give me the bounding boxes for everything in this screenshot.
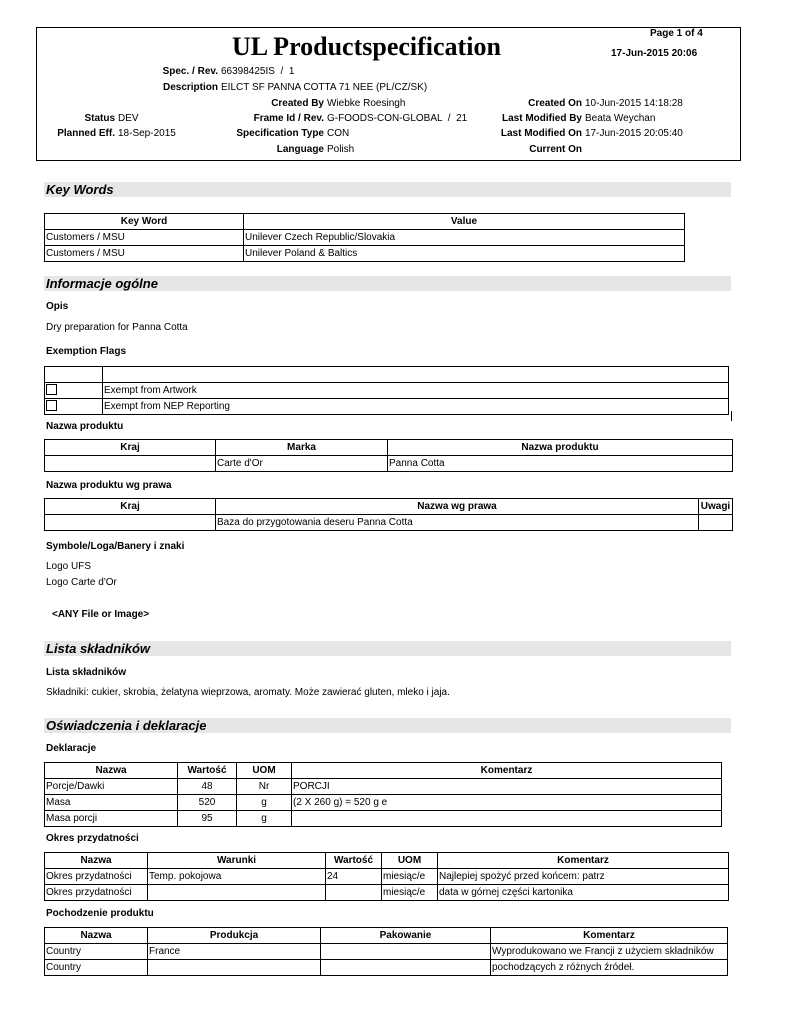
column-header: Kraj	[45, 440, 216, 456]
table-cell	[321, 944, 491, 960]
description-value: EILCT SF PANNA COTTA 71 NEE (PL/CZ/SK)	[221, 82, 428, 93]
table-row	[45, 230, 685, 246]
legal-name-table	[44, 498, 733, 531]
ingredients-label: Lista składników	[46, 667, 127, 678]
frame-value: G-FOODS-CON-GLOBAL / 21	[327, 113, 468, 124]
status-label: Status	[84, 113, 115, 124]
table-cell: Country	[45, 944, 148, 960]
column-header: Komentarz	[438, 853, 729, 869]
spec-label: Spec. / Rev.	[162, 66, 218, 77]
table-cell: 520	[178, 795, 237, 811]
table-cell	[292, 811, 722, 827]
any-file-link[interactable]: <ANY File or Image>	[52, 609, 150, 620]
table-header-row	[45, 440, 733, 456]
nazwa-produktu-label: Nazwa produktu	[46, 421, 124, 432]
okres-label: Okres przydatności	[46, 833, 139, 844]
table-header-row	[45, 499, 733, 515]
shelf-life-table	[44, 852, 729, 901]
section-declarations: Oświadczenia i deklaracje	[44, 718, 731, 733]
table-cell	[45, 515, 216, 531]
opis-label: Opis	[46, 301, 69, 312]
column-header: Komentarz	[491, 928, 728, 944]
table-cell: Customers / MSU	[45, 246, 244, 262]
status-value: DEV	[118, 113, 139, 124]
product-name-table	[44, 439, 733, 472]
table-cell: miesiąc/e	[382, 885, 438, 901]
declarations-table	[44, 762, 722, 827]
column-header: Pakowanie	[321, 928, 491, 944]
pochodzenie-label: Pochodzenie produktu	[46, 908, 154, 919]
exemption-flags-label: Exemption Flags	[46, 346, 127, 357]
exempt-nep-checkbox[interactable]	[46, 400, 57, 411]
table-cell: Panna Cotta	[388, 456, 733, 472]
table-cell: g	[237, 795, 292, 811]
table-row	[45, 383, 729, 399]
last-modified-on-label: Last Modified On	[500, 128, 582, 139]
table-row	[45, 779, 722, 795]
column-header: Value	[244, 214, 685, 230]
table-row	[45, 399, 729, 415]
table-row	[45, 944, 728, 960]
column-header: Key Word	[45, 214, 244, 230]
column-header: Nazwa	[45, 928, 148, 944]
column-header: Nazwa produktu	[388, 440, 733, 456]
table-cell: PORCJI	[292, 779, 722, 795]
table-cell: 24	[326, 869, 382, 885]
print-date: 17-Jun-2015 20:06	[611, 48, 698, 59]
table-row	[45, 960, 728, 976]
table-cell: Masa	[45, 795, 178, 811]
column-header: Warunki	[148, 853, 326, 869]
origin-table	[44, 927, 728, 976]
table-cell	[148, 960, 321, 976]
symbole-label: Symbole/Loga/Banery i znaki	[46, 541, 185, 552]
table-cell: 48	[178, 779, 237, 795]
table-header-row	[45, 763, 722, 779]
current-on-label: Current On	[529, 144, 582, 155]
section-ingredients: Lista składników	[44, 641, 731, 656]
table-cell: Country	[45, 960, 148, 976]
table-cell: Okres przydatności	[45, 869, 148, 885]
table-cell: Carte d'Or	[216, 456, 388, 472]
table-cell: Masa porcji	[45, 811, 178, 827]
exempt-artwork-checkbox[interactable]	[46, 384, 57, 395]
nazwa-prawo-label: Nazwa produktu wg prawa	[46, 480, 172, 491]
column-header: Wartość	[178, 763, 237, 779]
table-header-row	[45, 367, 729, 383]
column-header: Produkcja	[148, 928, 321, 944]
planned-value: 18-Sep-2015	[118, 128, 176, 139]
table-cell: Unilever Poland & Baltics	[244, 246, 685, 262]
table-row	[45, 795, 722, 811]
page-title: UL Productspecification	[232, 32, 501, 61]
table-cell: Temp. pokojowa	[148, 869, 326, 885]
table-cell: g	[237, 811, 292, 827]
column-header: Wartość	[326, 853, 382, 869]
table-row	[45, 811, 722, 827]
table-row	[45, 885, 729, 901]
spec-type-value: CON	[327, 128, 350, 139]
table-cell: 95	[178, 811, 237, 827]
planned-label: Planned Eff.	[57, 128, 115, 139]
column-header: UOM	[237, 763, 292, 779]
section-general-info: Informacje ogólne	[44, 276, 731, 291]
last-modified-on-value: 17-Jun-2015 20:05:40	[585, 128, 683, 139]
table-cell	[326, 885, 382, 901]
table-cell: Okres przydatności	[45, 885, 148, 901]
exemption-label: Exempt from Artwork	[103, 383, 729, 399]
language-label: Language	[276, 144, 324, 155]
table-cell: France	[148, 944, 321, 960]
last-modified-by-value: Beata Weychan	[585, 113, 656, 124]
table-cell: data w górnej części kartonika	[438, 885, 729, 901]
created-by-value: Wiebke Roesingh	[327, 98, 406, 109]
column-header: Uwagi	[699, 499, 733, 515]
column-header: UOM	[382, 853, 438, 869]
table-edge-mark	[731, 411, 732, 421]
language-value: Polish	[327, 144, 355, 155]
description-label: Description	[162, 82, 218, 93]
table-cell	[699, 515, 733, 531]
table-row	[45, 456, 733, 472]
deklaracje-label: Deklaracje	[46, 743, 97, 754]
page-number: Page 1 of 4	[650, 28, 703, 39]
table-cell: Unilever Czech Republic/Slovakia	[244, 230, 685, 246]
section-key-words: Key Words	[44, 182, 731, 197]
column-header: Komentarz	[292, 763, 722, 779]
table-cell: Nr	[237, 779, 292, 795]
table-cell	[148, 885, 326, 901]
logo-carte-dor: Logo Carte d'Or	[46, 577, 117, 588]
table-cell: (2 X 260 g) = 520 g e	[292, 795, 722, 811]
spec-type-label: Specification Type	[236, 128, 324, 139]
created-by-label: Created By	[271, 98, 324, 109]
table-row	[45, 869, 729, 885]
table-cell: Porcje/Dawki	[45, 779, 178, 795]
keywords-table	[44, 213, 685, 262]
exemption-label: Exempt from NEP Reporting	[103, 399, 729, 415]
table-cell	[321, 960, 491, 976]
last-modified-by-label: Last Modified By	[501, 113, 582, 124]
frame-label: Frame Id / Rev.	[253, 113, 324, 124]
table-cell	[45, 456, 216, 472]
spec-value: 66398425IS / 1	[221, 66, 295, 77]
logo-ufs: Logo UFS	[46, 561, 92, 572]
table-header-row	[45, 928, 728, 944]
column-header: Kraj	[45, 499, 216, 515]
table-cell: miesiąc/e	[382, 869, 438, 885]
table-cell: Baza do przygotowania deseru Panna Cotta	[216, 515, 699, 531]
column-header: Marka	[216, 440, 388, 456]
table-header-row	[45, 853, 729, 869]
table-cell: Najlepiej spożyć przed końcem: patrz	[438, 869, 729, 885]
column-header: Nazwa	[45, 853, 148, 869]
ingredients-text: Składniki: cukier, skrobia, żelatyna wieprzowa, aromaty. Może zawierać gluten, mleko i jaja.	[46, 687, 450, 698]
table-cell: Customers / MSU	[45, 230, 244, 246]
created-on-value: 10-Jun-2015 14:18:28	[585, 98, 683, 109]
table-cell: Wyprodukowano we Francji z użyciem składników	[491, 944, 728, 960]
table-header-row	[45, 214, 685, 230]
column-header: Nazwa wg prawa	[216, 499, 699, 515]
table-row	[45, 246, 685, 262]
exemption-flags-table	[44, 366, 729, 415]
created-on-label: Created On	[528, 98, 582, 109]
opis-value: Dry preparation for Panna Cotta	[46, 322, 188, 333]
column-header: Nazwa	[45, 763, 178, 779]
table-row	[45, 515, 733, 531]
table-cell: pochodzących z różnych źródeł.	[491, 960, 728, 976]
